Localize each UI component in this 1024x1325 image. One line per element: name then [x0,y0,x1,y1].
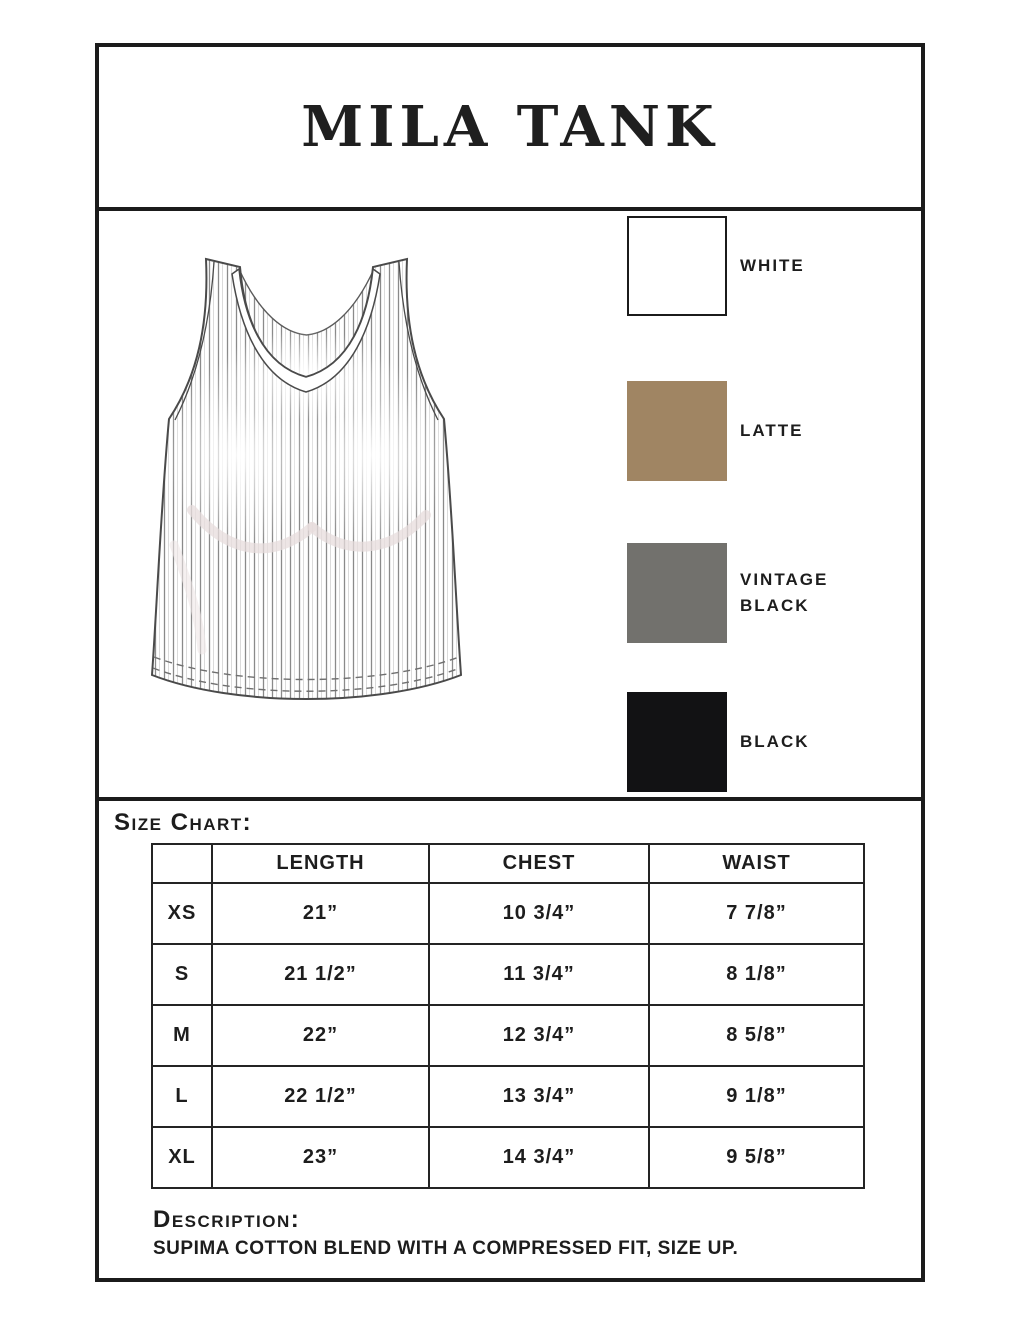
chest-value: 10 3/4” [429,883,649,944]
latte-swatch-label: LATTE [740,420,804,440]
vintage-black-swatch-label: VINTAGE BLACK [740,569,829,615]
waist-value: 8 1/8” [649,944,864,1005]
size-label: XS [152,883,212,944]
size-chart-header-row [152,844,864,883]
black-swatch [627,692,727,792]
size-chart-heading: Size Chart: [114,809,253,836]
product-section [99,211,921,801]
tank-sketch-svg [144,255,469,717]
page-title: MILA TANK [301,94,719,160]
chest-value: 11 3/4” [429,944,649,1005]
black-swatch-label: BLACK [740,731,810,751]
chest-value: 13 3/4” [429,1066,649,1127]
size-label: L [152,1066,212,1127]
description-heading: Description: [153,1206,301,1233]
table-row-xs [152,883,864,944]
latte-swatch [627,381,727,481]
column-header-chest: CHEST [429,844,649,883]
white-swatch-label: WHITE [740,255,805,275]
description-text: SUPIMA COTTON BLEND WITH A COMPRESSED FIT, SIZE UP. [153,1238,739,1259]
size-label: XL [152,1127,212,1188]
size-chart-section [99,801,921,1278]
waist-value: 8 5/8” [649,1005,864,1066]
white-swatch [627,216,727,316]
table-row-m [152,1005,864,1066]
size-chart-corner-cell [152,844,212,883]
table-row-l [152,1066,864,1127]
chest-value: 12 3/4” [429,1005,649,1066]
size-label: S [152,944,212,1005]
waist-value: 9 1/8” [649,1066,864,1127]
length-value: 21 1/2” [212,944,429,1005]
size-chart-table [151,843,865,1189]
column-header-waist: WAIST [649,844,864,883]
tank-illustration [144,255,469,717]
length-value: 22” [212,1005,429,1066]
length-value: 22 1/2” [212,1066,429,1127]
length-value: 23” [212,1127,429,1188]
waist-value: 9 5/8” [649,1127,864,1188]
swatch-row-white [627,216,917,316]
column-header-length: LENGTH [212,844,429,883]
swatch-row-black [627,692,917,792]
waist-value: 7 7/8” [649,883,864,944]
vintage-black-swatch [627,543,727,643]
spec-sheet [95,43,925,1282]
chest-value: 14 3/4” [429,1127,649,1188]
swatch-row-vintage-black [627,543,917,643]
table-row-xl [152,1127,864,1188]
title-section [99,47,921,211]
length-value: 21” [212,883,429,944]
size-label: M [152,1005,212,1066]
swatch-row-latte [627,381,917,481]
table-row-s [152,944,864,1005]
